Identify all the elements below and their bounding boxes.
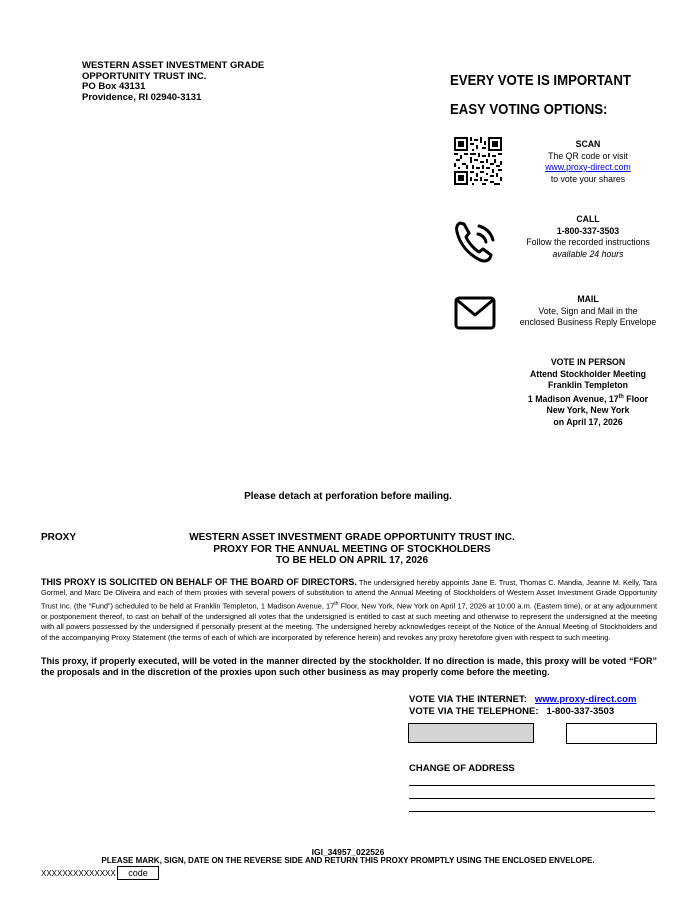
detach-note: Please detach at perforation before mailing. [244, 491, 452, 502]
security-code-box[interactable] [566, 723, 657, 744]
proxy-heading [150, 532, 554, 567]
proxy-heading-3: TO BE HELD ON APRIL 17, 2026 [275, 555, 429, 566]
address-line-2[interactable] [409, 798, 655, 799]
call-phone: 1-800-337-3503 [556, 225, 620, 237]
in-person-line-5: on April 17, 2026 [553, 416, 623, 428]
call-option [496, 214, 680, 260]
scan-line-1: The QR code or visit [548, 150, 628, 162]
control-number-box[interactable] [408, 723, 534, 743]
scan-option [496, 139, 680, 185]
mail-line-2: enclosed Business Reply Envelope [519, 317, 657, 328]
call-title: CALL [576, 214, 600, 225]
in-person-option [496, 357, 680, 428]
scan-link[interactable]: www.proxy-direct.com [545, 162, 631, 173]
envelope-icon [454, 296, 496, 330]
change-of-address-label: CHANGE OF ADDRESS [409, 763, 515, 774]
qr-code-icon [454, 137, 502, 185]
sender-line-2: OPPORTUNITY TRUST INC. [82, 70, 207, 82]
call-line-2: available 24 hours [552, 248, 624, 260]
placeholder-id: XXXXXXXXXXXXXX [41, 869, 116, 878]
call-line-1: Follow the recorded instructions [526, 237, 650, 248]
solicitation-paragraph: THIS PROXY IS SOLICITED ON BEHALF OF THE BOARD OF DIRECTORS. The undersigned hereby appoints Jane E. Trust, Thomas C. Mandia, Jeanne M. Kelly, Tara Gormel, and Marc De Oliveira and each of them proxies with several powers of substitution to attend the Annual Meeting of Stockholders of Western Asset Investment Grade Opportunity Trust Inc. (the “Fund”) scheduled to be held at Franklin Templeton, 1 Madison Avenue, 17th Floor, New York, New York on April 17, 2026 at 10:00 a.m. (Eastern time), or at any adjournment or postponement thereof, to cast on behalf of the undersigned all votes that the undersigned is entitled to cast at such meeting and otherwise to represent the undersigned at the meeting with all powers possessed by the undersigned if personally present at the meeting. The undersigned hereby acknowledges receipt of the Notice of the Annual Meeting of Stockholders and of the accompanying Proxy Statement (the terms of each of which are incorporated by reference herein) and revokes any proxy heretofore given with respect to such meeting. [41, 577, 657, 642]
vote-telephone-label: VOTE VIA THE TELEPHONE: [409, 706, 539, 717]
mail-line-1: Vote, Sign and Mail in the [538, 305, 638, 317]
vote-telephone [409, 706, 614, 717]
mail-option [496, 294, 680, 329]
every-vote-heading: EVERY VOTE IS IMPORTANT [450, 72, 631, 89]
sender-line-1: WESTERN ASSET INVESTMENT GRADE [82, 60, 265, 71]
address-line-3[interactable] [409, 811, 655, 812]
sender-line-3: PO Box 43131 [82, 81, 146, 92]
address-line-1[interactable] [409, 785, 655, 786]
vote-internet [409, 694, 636, 705]
phone-icon [454, 220, 496, 264]
in-person-line-3: 1 Madison Avenue, 17th Floor [527, 393, 649, 405]
vote-internet-label: VOTE VIA THE INTERNET: [409, 694, 527, 705]
return-instruction: PLEASE MARK, SIGN, DATE ON THE REVERSE SIDE AND RETURN THIS PROXY PROMPTLY USING THE ENCLOSED ENVELOPE. [101, 856, 595, 865]
vote-telephone-number: 1-800-337-3503 [546, 706, 615, 717]
vote-internet-link[interactable]: www.proxy-direct.com [534, 694, 637, 705]
mail-title: MAIL [577, 294, 599, 305]
voting-options-heading: EASY VOTING OPTIONS: [450, 101, 608, 118]
in-person-line-4: New York, New York [546, 405, 630, 417]
in-person-line-2: Franklin Templeton [548, 380, 628, 391]
proxy-label: PROXY [41, 532, 77, 543]
executed-paragraph: This proxy, if properly executed, will be voted in the manner directed by the stockholder. If no direction is made, this proxy will be voted “FOR” the proposals and in the discretion of the proxies upon such other business as may properly come before the meeting. [41, 656, 657, 677]
sender-address [82, 61, 264, 103]
in-person-title: VOTE IN PERSON [550, 357, 626, 368]
document-id: IGI_34957_022526 [311, 847, 385, 857]
solicitation-lead: THIS PROXY IS SOLICITED ON BEHALF OF THE BOARD OF DIRECTORS. [41, 577, 357, 587]
proxy-heading-1: WESTERN ASSET INVESTMENT GRADE OPPORTUNITY TRUST INC. [189, 532, 515, 543]
proxy-heading-2: PROXY FOR THE ANNUAL MEETING OF STOCKHOLDERS [213, 543, 491, 555]
in-person-line-1: Attend Stockholder Meeting [529, 368, 647, 380]
code-box: code [117, 866, 159, 880]
sender-line-4: Providence, RI 02940-3131 [82, 91, 202, 103]
scan-title: SCAN [575, 139, 601, 150]
scan-line-2: to vote your shares [550, 173, 626, 185]
